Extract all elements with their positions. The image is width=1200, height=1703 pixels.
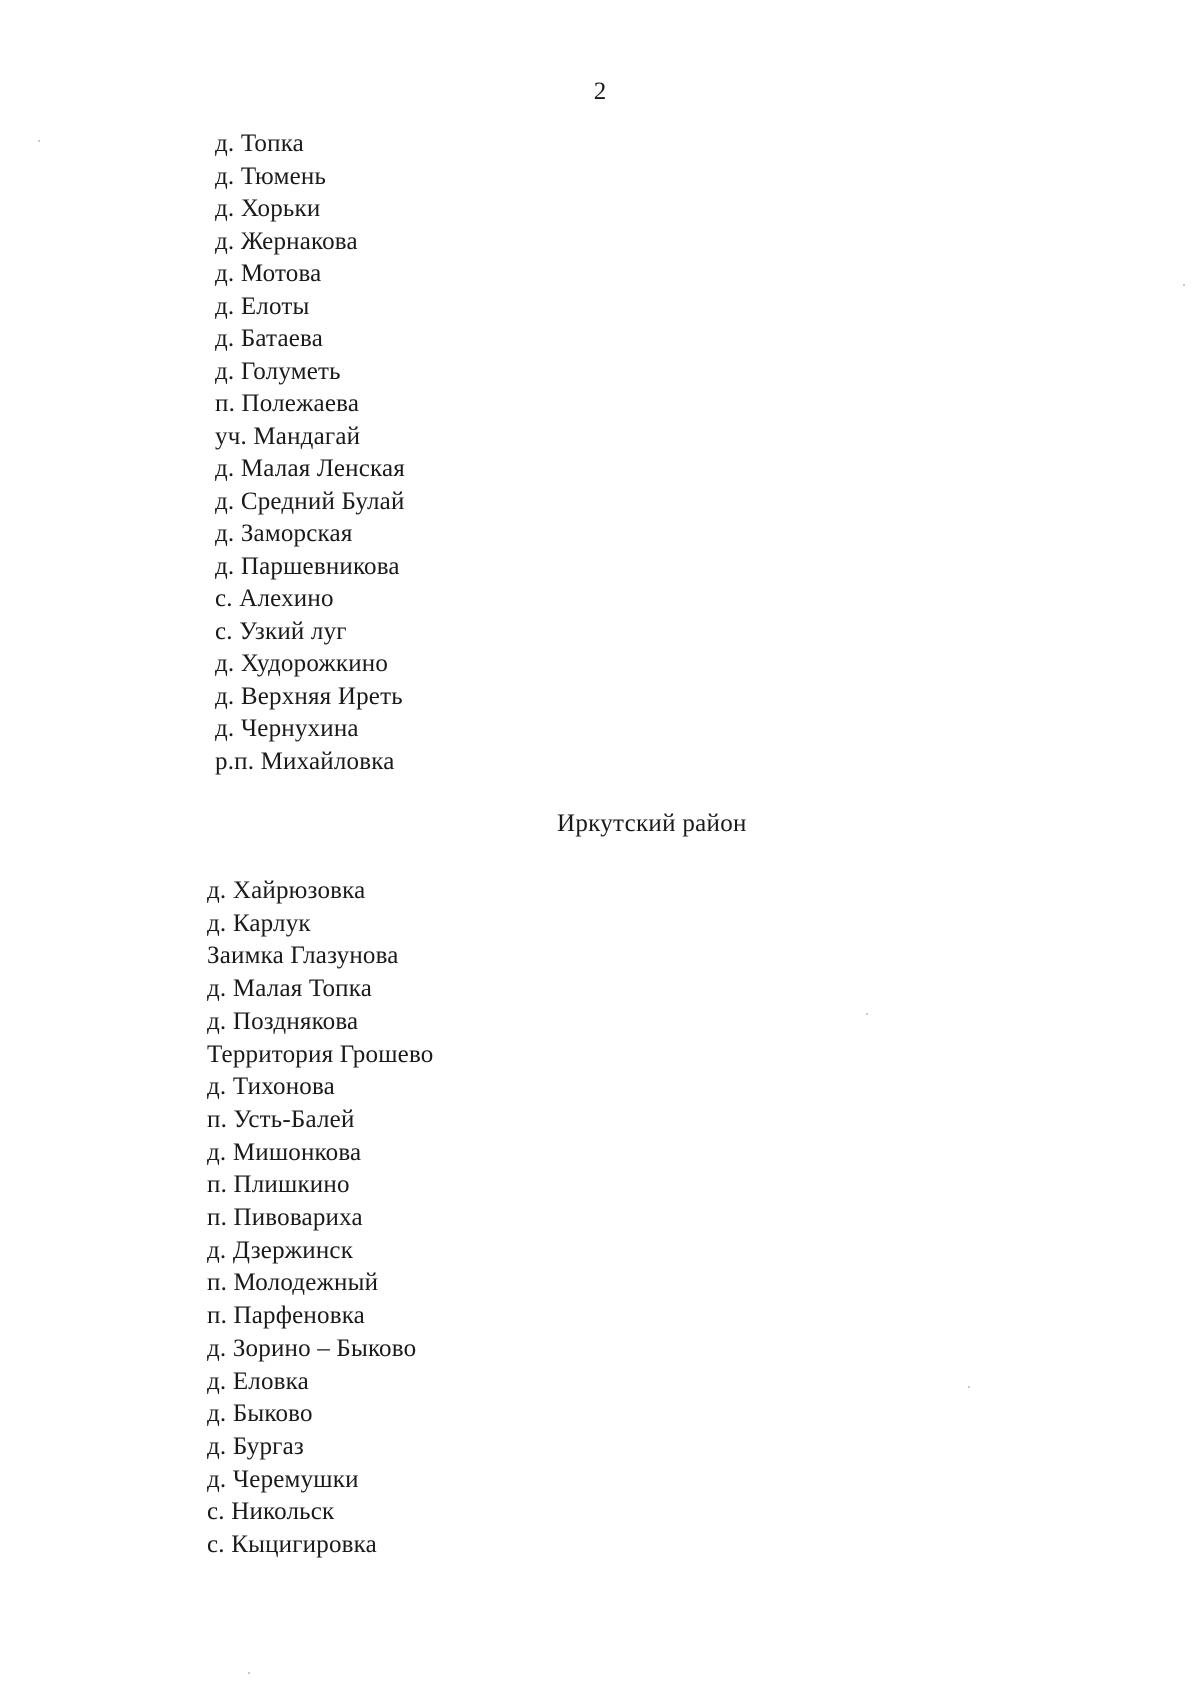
list-item: д. Малая Ленская xyxy=(215,455,406,482)
list-item: д. Средний Булай xyxy=(215,487,405,515)
list-item: п. Плишкино xyxy=(207,1171,350,1199)
scan-speck xyxy=(248,1672,250,1674)
list-item: п. Усть-Балей xyxy=(207,1105,355,1133)
list-item: п. Полежаева xyxy=(215,390,360,417)
list-item: р.п. Михайловка xyxy=(215,747,395,775)
list-item: д. Верхняя Иреть xyxy=(215,682,403,710)
scan-speck xyxy=(38,140,40,142)
list-item: д. Тихонова xyxy=(207,1073,335,1101)
section-heading: Иркутский район xyxy=(557,810,747,837)
list-item: д. Топка xyxy=(215,130,304,157)
list-item: с. Узкий луг xyxy=(215,617,347,645)
list-item: д. Бургаз xyxy=(207,1432,304,1460)
list-item: д. Заморская xyxy=(215,520,353,547)
list-item: с. Алехино xyxy=(215,585,334,612)
list-item: д. Чернухина xyxy=(215,715,359,742)
list-item: д. Тюмень xyxy=(215,162,327,190)
list-item: Заимка Глазунова xyxy=(207,942,399,970)
settlement-list-1 xyxy=(215,128,405,778)
list-item: д. Худорожкино xyxy=(215,650,389,677)
list-item: д. Зорино – Быково xyxy=(207,1334,417,1362)
list-item: д. Мишонкова xyxy=(207,1138,362,1166)
settlement-list-2 xyxy=(207,875,433,1562)
list-item: д. Хорьки xyxy=(215,195,321,222)
list-item: д. Хайрюзовка xyxy=(207,877,366,904)
list-item: уч. Мандагай xyxy=(215,422,361,450)
list-item: с. Кыцигировка xyxy=(207,1531,377,1559)
list-item: д. Позднякова xyxy=(207,1007,359,1035)
list-item: д. Голуметь xyxy=(215,357,341,385)
list-item: д. Малая Топка xyxy=(207,975,373,1003)
list-item: Территория Грошево xyxy=(207,1040,434,1068)
list-item: д. Жернакова xyxy=(215,227,358,255)
scan-speck xyxy=(866,1013,868,1015)
list-item: п. Парфеновка xyxy=(207,1302,365,1330)
list-item: п. Пивовариха xyxy=(207,1204,363,1232)
list-item: д. Быково xyxy=(207,1400,313,1428)
page-number: 2 xyxy=(593,78,607,105)
list-item: п. Молодежный xyxy=(207,1269,379,1297)
scan-speck xyxy=(968,1386,970,1388)
list-item: с. Никольск xyxy=(207,1498,335,1526)
list-item: д. Мотова xyxy=(215,260,322,287)
list-item: д. Елоты xyxy=(215,292,310,320)
list-item: д. Батаева xyxy=(215,325,324,352)
scan-speck xyxy=(1183,284,1185,286)
list-item: д. Еловка xyxy=(207,1367,309,1395)
list-item: д. Дзержинск xyxy=(207,1236,354,1264)
list-item: д. Черемушки xyxy=(207,1465,359,1493)
list-item: д. Карлук xyxy=(207,909,311,937)
list-item: д. Паршевникова xyxy=(215,552,400,580)
